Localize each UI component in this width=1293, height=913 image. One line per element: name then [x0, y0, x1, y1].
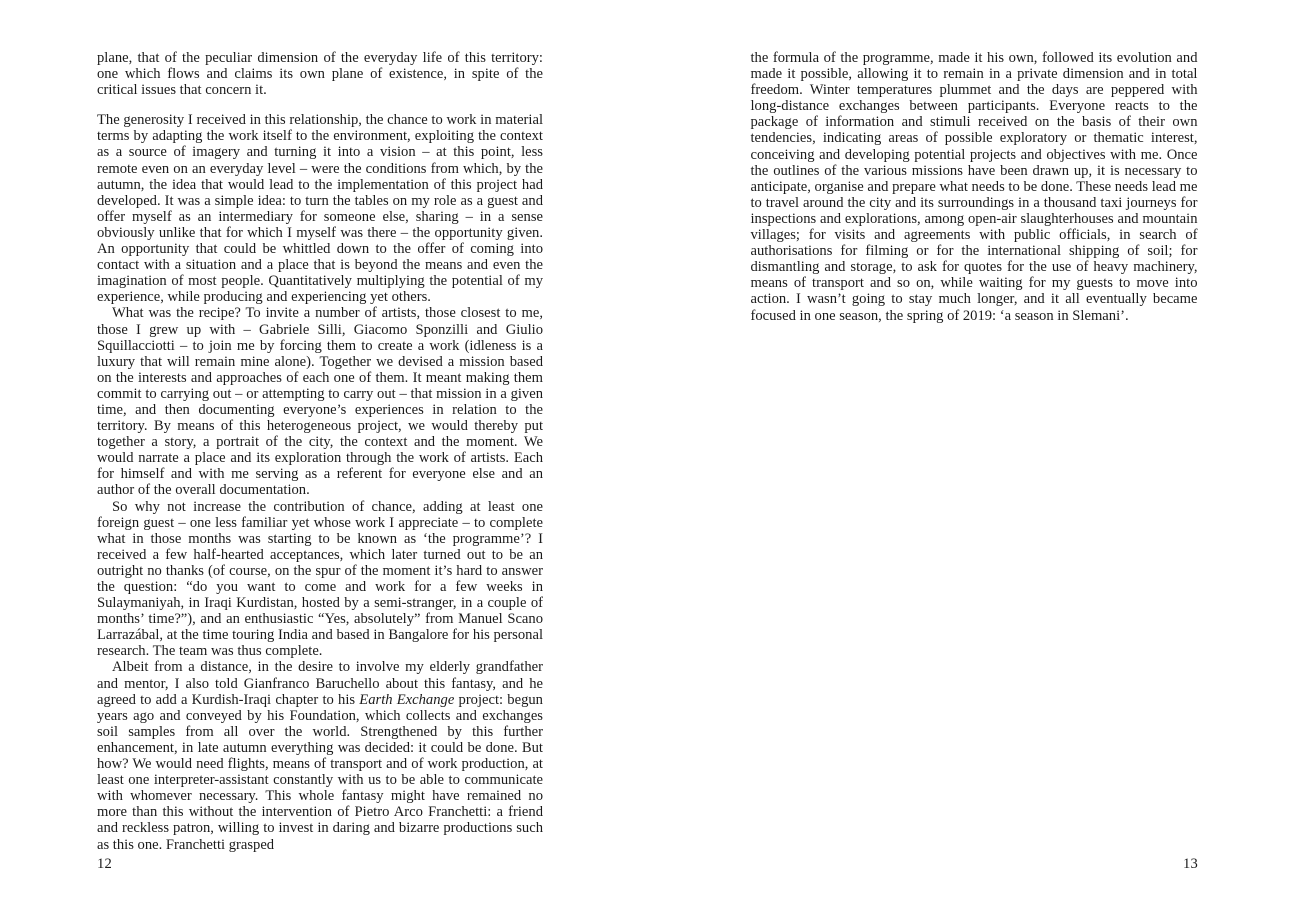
- paragraph-text-after: project: begun years ago and conveyed by his Foundation, which collects and exchanges soil samples from all over the world. Strengthened by this further enhancement, in late autumn everything was decided: it could be done. But how? We would need flights, means of transport and of work production, at least one interpreter-assistant constantly with us to be able to communicate with whomever necessary. This whole fantasy might have remained no more than this without the intervention of Pietro Arco Franchetti: a friend and reckless patron, willing to invest in daring and bizarre productions such as this one. Franchetti grasped: [97, 691, 543, 853]
- page-number-right: 13: [1183, 856, 1198, 872]
- paragraph-text-before: Albeit from a distance, in the desire to involve my elderly grandfather and mentor, I also told Gianfranco Baruchello about this fantasy, and he agreed to add a Kurdish-Iraqi chapter to his: [97, 659, 543, 708]
- page-number-left: 12: [97, 856, 112, 872]
- paragraph: What was the recipe? To invite a number of artists, those closest to me, those I grew up with – Gabriele Silli, Giacomo Sponzilli and Giulio Squillacciotti – to join me by forcing them to create a work (idleness is a luxury that will remain mine alone). Together we devised a mission based on the interests and approaches of each one of them. It meant making them commit to carrying out – or attempting to carry out – that mission in a given time, and then documenting everyone’s experiences in relation to the territory. By means of this heterogeneous project, we would thereby put together a story, a portrait of the city, the context and the moment. We would narrate a place and its exploration through the work of artists. Each for himself and with me serving as a referent for everyone else and an author of the overall documentation.: [97, 305, 543, 499]
- right-text-column: [751, 50, 1198, 324]
- paragraph-with-italic-title: [97, 659, 543, 852]
- italic-work-title: Earth Exchange: [359, 691, 455, 708]
- paragraph: The generosity I received in this relationship, the chance to work in material terms by adapting the work itself to the environment, exploiting the context as a source of imagery and turning it into a vision – at this point, less remote even on an everyday level – were the conditions from which, by the autumn, the idea that would lead to the implementation of this project had developed. It was a simple idea: to turn the tables on my role as a guest and offer myself as an intermediary for someone else, sharing – in a sense obviously unlike that for which I myself was there – the opportunity given. An opportunity that could be whittled down to the offer of coming into contact with a situation and a place that is beyond the means and even the imagination of most people. Quantitatively multiplying the potential of my experience, while producing and experiencing yet others.: [97, 112, 543, 306]
- left-text-column: [97, 50, 543, 853]
- paragraph: So why not increase the contribution of chance, adding at least one foreign guest – one less familiar yet whose work I appreciate – to complete what in those months was starting to be known as ‘the programme’? I received a few half-hearted acceptances, which later turned out to be an outright no thanks (of course, on the spur of the moment it’s hard to answer the question: “do you want to come and work for a few weeks in Sulaymaniyah, in Iraqi Kurdistan, hosted by a semi-stranger, in a couple of months’ time?”), and an enthusiastic “Yes, absolutely” from Manuel Scano Larrazábal, at the time touring India and based in Bangalore for his personal research. The team was thus complete.: [97, 498, 543, 660]
- page-right: [647, 0, 1293, 913]
- paragraph: plane, that of the peculiar dimension of the everyday life of this territory: one which flows and claims its own plane of existence, in spite of the critical issues that concern it.: [97, 50, 543, 99]
- paragraph: the formula of the programme, made it his own, followed its evolution and made it possible, allowing it to remain in a private dimension and in total freedom. Winter temperatures plummet and the days are peppered with long-distance exchanges between participants. Everyone reacts to the package of information and stimuli received on the basis of their own tendencies, indicating areas of possible exploratory or thematic interest, conceiving and developing potential projects and objectives with me. Once the outlines of the various missions have been drawn up, it is necessary to anticipate, organise and prepare what needs to be done. These needs lead me to travel around the city and its surroundings in a thousand taxi journeys for inspections and explorations, among open-air slaughterhouses and mountain villages; for visits and agreements with public officials, in search of authorisations for filming or for the international shipping of soil; for dismantling and storage, to ask for quotes for the use of heavy machinery, means of transport and so on, while waiting for my guests to move into action. I wasn’t going to stay much longer, and it all eventually became focused in one season, the spring of 2019: ‘a season in Slemani’.: [750, 50, 1198, 324]
